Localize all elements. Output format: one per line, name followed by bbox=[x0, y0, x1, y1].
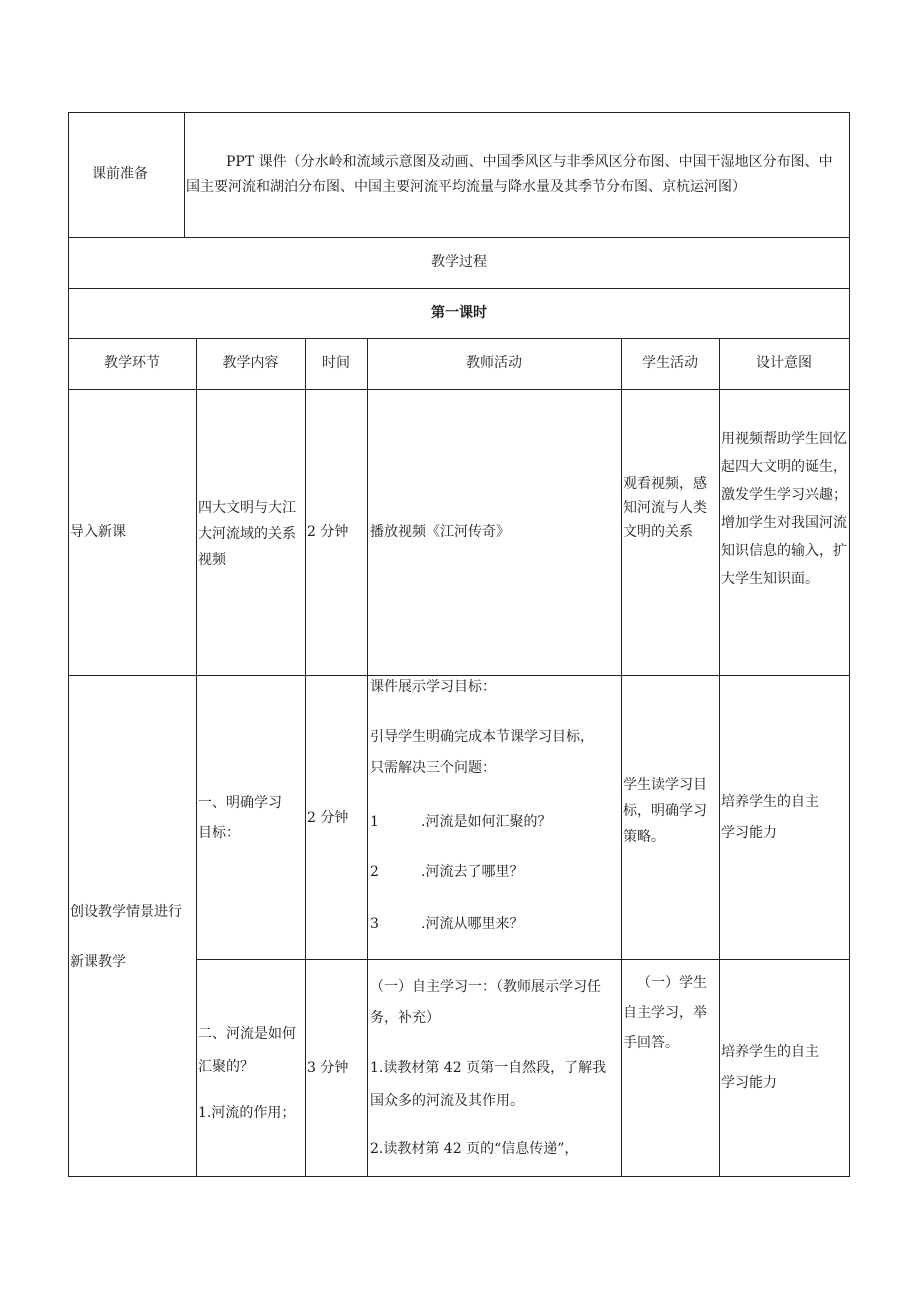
row2-student: 学生读学习目标，明确学习策略。 bbox=[623, 777, 707, 845]
row3-intent: 培养学生的自主学习能力 bbox=[721, 1044, 819, 1091]
prep-content: PPT 课件（分水岭和流域示意图及动画、中国季风区与非季风区分布图、中国干湿地区分布图、中国主要河流和湖泊分布图、中国主要河流平均流量与降水量及其季节分布图、京杭运河图） bbox=[186, 154, 833, 195]
row3-time: 3 分钟 bbox=[307, 1060, 349, 1076]
header-student: 学生活动 bbox=[642, 355, 698, 371]
question-3-num: 3 bbox=[370, 916, 379, 932]
process-title: 教学过程 bbox=[431, 254, 487, 270]
header-stage: 教学环节 bbox=[104, 355, 160, 371]
row3-teacher-line1: （一）自主学习一：（教师展示学习任务，补充） bbox=[370, 979, 601, 1026]
row2-teacher-guide: 引导学生明确完成本节课学习目标，只需解决三个问题： bbox=[370, 729, 594, 776]
row2-teacher-intro: 课件展示学习目标： bbox=[370, 679, 496, 695]
question-2-num: 2 bbox=[370, 864, 379, 880]
row1-content: 四大文明与大江大河流域的关系视频 bbox=[198, 500, 296, 568]
header-content: 教学内容 bbox=[222, 355, 279, 371]
lesson-plan-table bbox=[68, 112, 850, 1177]
row2-intent: 培养学生的自主学习能力 bbox=[721, 794, 819, 841]
row3-teacher-line2: 1.读教材第 42 页第一自然段，了解我国众多的河流及其作用。 bbox=[370, 1060, 607, 1109]
question-1-text: .河流是如何汇聚的？ bbox=[421, 814, 552, 830]
row3-teacher-line3: 2.读教材第 42 页的“信息传递”， bbox=[370, 1141, 579, 1157]
question-3-text: .河流从哪里来？ bbox=[421, 916, 524, 932]
row1-teacher: 播放视频《江河传奇》 bbox=[370, 524, 510, 540]
lesson-title: 第一课时 bbox=[431, 305, 487, 321]
row2-time: 2 分钟 bbox=[307, 810, 349, 826]
header-time: 时间 bbox=[322, 355, 350, 371]
header-teacher: 教师活动 bbox=[466, 355, 522, 371]
row1-intent: 用视频帮助学生回忆起四大文明的诞生，激发学生学习兴趣；增加学生对我国河流知识信息的输入，扩大学生知识面。 bbox=[721, 431, 847, 587]
question-2-text: .河流去了哪里？ bbox=[421, 864, 524, 880]
row2-stage: 创设教学情景进行新课教学 bbox=[70, 904, 182, 970]
prep-label: 课前准备 bbox=[92, 166, 148, 182]
row3-content-sub: 1.河流的作用； bbox=[198, 1105, 296, 1121]
row2-content: 一、明确学习目标： bbox=[198, 795, 282, 841]
row1-time: 2 分钟 bbox=[307, 524, 349, 540]
row3-content-title: 二、河流是如何汇聚的？ bbox=[198, 1026, 296, 1075]
row1-student: 观看视频，感知河流与人类文明的关系 bbox=[623, 476, 707, 540]
row1-stage: 导入新课 bbox=[70, 524, 126, 540]
header-intent: 设计意图 bbox=[756, 355, 812, 371]
row3-student: （一）学生自主学习，举手回答。 bbox=[623, 975, 707, 1051]
question-1-num: 1 bbox=[370, 814, 379, 830]
